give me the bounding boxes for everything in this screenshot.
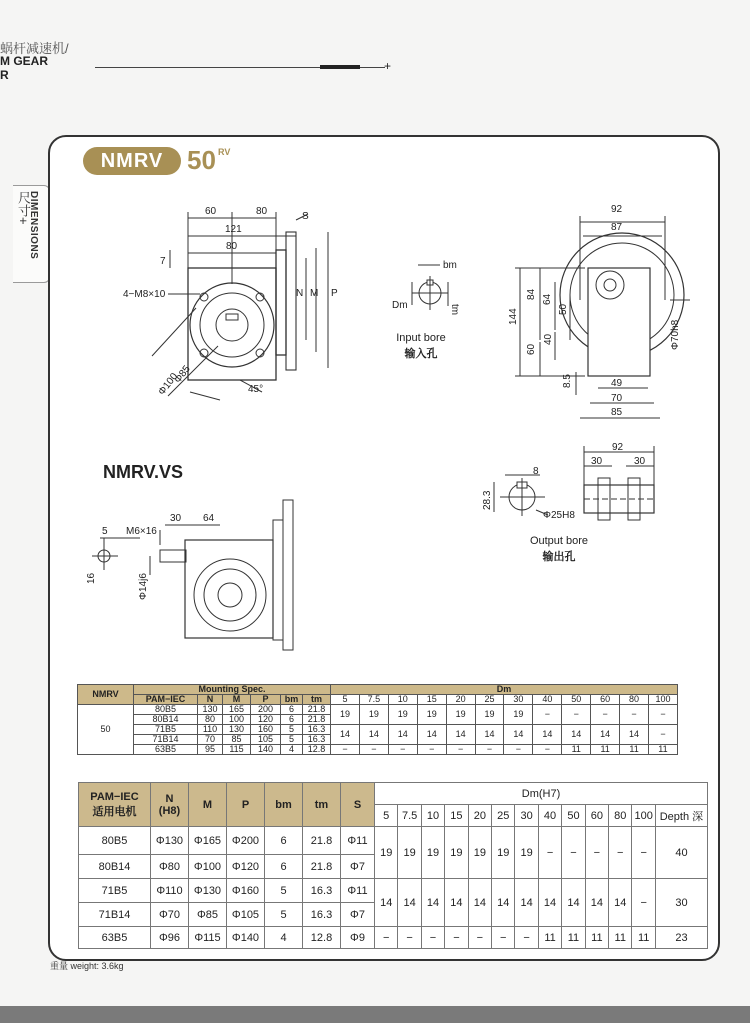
dim-64: 64 [542,293,553,305]
dim-80: 80 [256,206,268,217]
header-chinese-title: 蜗杆减速机/ [0,41,69,56]
table-cell: 14 [562,879,585,927]
table-cell: 160 [251,725,281,735]
table-cell: Φ160 [227,879,265,903]
table-cell: 19 [331,705,360,725]
table-cell: 14 [475,725,504,745]
table-row [79,879,708,903]
dim-50: 50 [558,303,569,315]
dim-tm: tm [449,304,460,316]
t1-header-nmrv: NMRV [78,685,134,705]
vs-dim-m6: M6×16 [126,526,157,537]
table-row [79,827,708,855]
dim-144: 144 [508,308,519,325]
t1-dm-col: 60 [591,695,620,705]
table-cell: − [492,927,515,949]
table-cell: 63B5 [79,927,151,949]
table-cell: 14 [515,879,538,927]
table-cell: 63B5 [134,745,198,755]
table-cell: Φ7 [341,903,375,927]
dim-49: 49 [611,378,623,389]
table-cell: 12.8 [303,745,331,755]
input-bore-caption: Input bore [396,332,446,344]
output-bore-caption-cn: 输出孔 [542,551,576,563]
table-cell: 11 [632,927,655,949]
table-cell: 19 [375,827,398,879]
table-cell: Φ100 [189,855,227,879]
table-cell: 130 [198,705,223,715]
table-cell: − [562,705,591,725]
table-cell: 19 [446,705,475,725]
dim-thread-m8: 4−M8×10 [123,289,166,300]
table-cell: − [649,725,678,745]
out-dim-phi25: Φ25H8 [543,510,575,521]
t1-sub-m: M [223,695,251,705]
table-cell: 16.3 [303,725,331,735]
table-cell: Φ130 [151,827,189,855]
table-cell: 80 [198,715,223,725]
t1-dm-col: 20 [446,695,475,705]
mounting-spec-table [77,684,707,755]
table-cell: 14 [538,879,561,927]
dim-dm: Dm [392,300,408,311]
t2-header-bm: bm [265,783,303,827]
table-cell: 80B14 [134,715,198,725]
dim-45deg: 45° [248,384,264,395]
table-cell: 71B5 [79,879,151,903]
header-plus: + [384,59,392,73]
table-cell: 14 [445,879,468,927]
table-cell: 120 [251,715,281,725]
table-cell: 14 [417,725,446,745]
table-cell: 14 [504,725,533,745]
input-bore-caption-cn: 输入孔 [404,348,438,360]
table-cell: 14 [609,879,632,927]
side-tab-chinese: 尺寸+ [16,191,31,225]
t1-dm-col: 40 [533,695,562,705]
table-cell: 5 [265,903,303,927]
out-dim-28-3: 28.3 [482,490,493,510]
dim-bm: bm [443,260,457,271]
table-cell: − [445,927,468,949]
table-cell: Φ130 [189,879,227,903]
table-cell: 14 [533,725,562,745]
table-cell: − [388,745,417,755]
table-cell: Φ96 [151,927,189,949]
table-cell: − [533,705,562,725]
table-cell: 11 [562,927,585,949]
table-cell: 14 [375,879,398,927]
table-cell: 16.3 [303,903,341,927]
table-cell: − [515,927,538,949]
t2-header-pam [79,783,151,827]
table-cell: − [475,745,504,755]
t2-header-pam-en: PAM−IEC [90,790,139,803]
t2-header-dm: Dm(H7) [375,783,708,805]
dim-85: 85 [611,407,623,418]
table-cell: Φ11 [341,879,375,903]
table1-header-row-2 [78,695,707,705]
dim-phi70h8: Φ70h8 [670,319,681,350]
t2-dm-col: 7.5 [398,805,421,827]
table-cell: − [421,927,444,949]
table-cell: 14 [388,725,417,745]
table-cell: Φ7 [341,855,375,879]
table-cell: 5 [281,725,303,735]
model-size-logo-sub: RV [218,147,231,157]
table-cell: 71B5 [134,725,198,735]
table-cell: 14 [331,725,360,745]
t1-sub-p: P [251,695,281,705]
table-cell: 115 [223,745,251,755]
table-cell: 95 [198,745,223,755]
table-cell: Φ165 [189,827,227,855]
t2-dm-col: 10 [421,805,444,827]
table-cell: 19 [492,827,515,879]
vs-dim-5: 5 [102,526,108,537]
t1-sub-bm: bm [281,695,303,705]
dim-40: 40 [543,333,554,345]
table-cell: 21.8 [303,827,341,855]
dim-60-side: 60 [526,343,537,355]
t2-dm-col: 25 [492,805,515,827]
table-cell: 19 [359,705,388,725]
table-cell: 71B14 [134,735,198,745]
t1-dm-col: 15 [417,695,446,705]
t2-dm-col: 30 [515,805,538,827]
table-cell: 14 [446,725,475,745]
table-cell: 21.8 [303,705,331,715]
table-cell: − [632,827,655,879]
table-cell: 80B14 [79,855,151,879]
table-cell: Φ200 [227,827,265,855]
table-cell: Φ105 [227,903,265,927]
table-cell: 14 [585,879,608,927]
footer-bar [0,1006,750,1023]
t1-sub-pam: PAM−IEC [134,695,198,705]
table-cell: 19 [468,827,491,879]
pam-iec-table [78,782,708,949]
table-cell: − [398,927,421,949]
t2-header-n-tol: (H8) [158,804,181,817]
table-row [78,725,707,735]
out-dim-92: 92 [612,442,624,453]
table-cell: − [331,745,360,755]
table-cell: 100 [223,715,251,725]
t2-header-n [151,783,189,827]
header-english-title: M GEAR [0,54,48,68]
table-cell: 16.3 [303,879,341,903]
table-cell: − [562,827,585,879]
table-cell: 23 [655,927,707,949]
table-cell: Φ115 [189,927,227,949]
table-cell: 11 [585,927,608,949]
table-cell: Φ9 [341,927,375,949]
table-cell: 14 [398,879,421,927]
input-bore-view [412,265,448,310]
out-dim-30-right: 30 [634,456,646,467]
table-cell: − [591,705,620,725]
table1-header-row-1 [78,685,707,695]
table-cell: 11 [591,745,620,755]
table-cell: − [359,745,388,755]
table-cell: Φ85 [189,903,227,927]
dim-84: 84 [526,288,537,300]
table-cell: 200 [251,705,281,715]
table-cell: 19 [515,827,538,879]
table-cell: 6 [265,855,303,879]
table-cell: − [417,745,446,755]
dim-92: 92 [611,204,623,215]
table-cell: Φ80 [151,855,189,879]
table-cell: 40 [655,827,707,879]
vs-dim-phi14: Φ14j6 [138,573,149,600]
vs-dim-16: 16 [86,572,97,584]
table-cell: Φ11 [341,827,375,855]
table-cell: 30 [655,879,707,927]
table-cell: Φ110 [151,879,189,903]
vs-gearbox-view [92,500,293,650]
table-cell: 11 [649,745,678,755]
table-cell: 19 [398,827,421,879]
table-cell: 19 [504,705,533,725]
t1-dm-col: 100 [649,695,678,705]
table-cell: 6 [265,827,303,855]
table-cell: 14 [562,725,591,745]
t2-dm-col: 15 [445,805,468,827]
t1-header-mounting: Mounting Spec. [134,685,331,695]
table-cell: − [632,879,655,927]
table-cell: 21.8 [303,855,341,879]
vs-dim-30: 30 [170,513,182,524]
t1-dm-col: 7.5 [359,695,388,705]
table-cell: 130 [223,725,251,735]
table-cell: 12.8 [303,927,341,949]
dim-80-inner: 80 [226,241,238,252]
t2-dm-col: 50 [562,805,585,827]
table-cell: 80B5 [79,827,151,855]
t2-dm-col: 20 [468,805,491,827]
table-cell: 14 [492,879,515,927]
dim-87: 87 [611,222,623,233]
table-cell: 165 [223,705,251,715]
out-dim-30-left: 30 [591,456,603,467]
table-cell: 14 [591,725,620,745]
t2-header-depth: Depth 深 [655,805,707,827]
t1-dm-col: 80 [620,695,649,705]
dim-phi85: Φ85 [172,363,193,386]
t2-header-tm: tm [303,783,341,827]
vs-model-title: NMRV.VS [103,462,184,482]
table-cell: Φ70 [151,903,189,927]
table-cell: 110 [198,725,223,735]
table-cell: 6 [281,715,303,725]
table-cell: − [609,827,632,879]
dim-60: 60 [205,206,217,217]
table-cell: 85 [223,735,251,745]
t1-header-dm: Dm [331,685,678,695]
table-cell: 19 [445,827,468,879]
table-cell: 21.8 [303,715,331,725]
t2-dm-col: 40 [538,805,561,827]
table-cell: − [649,705,678,725]
table-cell: 14 [421,879,444,927]
t1-dm-col: 5 [331,695,360,705]
dim-n: N [296,288,304,299]
table-cell: − [504,745,533,755]
table-cell: − [533,745,562,755]
model-badge: NMRV [83,147,181,175]
dim-121: 121 [225,224,242,235]
dim-phi100: Φ100 [156,371,181,398]
header-english-title-line2: R [0,68,9,82]
table-row [78,705,707,715]
table-cell: − [620,705,649,725]
table-cell: 11 [609,927,632,949]
table-cell: 19 [475,705,504,725]
t2-header-s: S [341,783,375,827]
table-cell: − [375,927,398,949]
table-cell: 19 [388,705,417,725]
table-cell: 19 [417,705,446,725]
gearbox-side-view [515,216,690,418]
t2-header-p: P [227,783,265,827]
table-cell: 16.3 [303,735,331,745]
t2-dm-col: 60 [585,805,608,827]
out-dim-8: 8 [533,466,539,477]
model-size-logo: 50 [187,145,216,175]
table-cell: 80B5 [134,705,198,715]
t2-dm-col: 80 [609,805,632,827]
dim-p: P [331,288,338,299]
dim-s: S [302,211,309,222]
table-cell: 4 [265,927,303,949]
table-cell: Φ140 [227,927,265,949]
vs-dim-64: 64 [203,513,215,524]
table-cell: − [538,827,561,879]
table-cell: 5 [281,735,303,745]
table-cell: 71B14 [79,903,151,927]
output-bore-view [494,446,654,520]
t1-dm-col: 10 [388,695,417,705]
t1-dm-col: 50 [562,695,591,705]
t2-header-m: M [189,783,227,827]
table-cell: 105 [251,735,281,745]
table-cell: − [446,745,475,755]
table-cell: 19 [421,827,444,879]
t1-dm-col: 30 [504,695,533,705]
t2-header-n-label: N [165,792,174,805]
dim-8-5: 8.5 [562,374,573,388]
table-row [78,745,707,755]
output-bore-caption: Output bore [529,535,589,547]
t1-sub-tm: tm [303,695,331,705]
table2-header-row-1 [79,783,708,805]
table-cell: 4 [281,745,303,755]
table-cell: 11 [562,745,591,755]
table-cell: 14 [468,879,491,927]
t1-sub-n: N [198,695,223,705]
table-cell: 11 [538,927,561,949]
table-cell: Φ120 [227,855,265,879]
table-cell: − [585,827,608,879]
t2-dm-col: 100 [632,805,655,827]
t1-model-cell: 50 [78,705,134,755]
table-cell: 6 [281,705,303,715]
t2-header-pam-cn: 适用电机 [92,805,137,818]
table-cell: 140 [251,745,281,755]
dim-7: 7 [160,256,166,267]
table-cell: 70 [198,735,223,745]
dim-70: 70 [611,393,623,404]
weight-note: 重量 weight: 3.6kg [50,961,124,971]
table-cell: 14 [359,725,388,745]
t1-dm-col: 25 [475,695,504,705]
dim-m: M [310,288,319,299]
table-cell: 14 [620,725,649,745]
table-cell: 5 [265,879,303,903]
table-cell: 11 [620,745,649,755]
t2-dm-col: 5 [375,805,398,827]
table-cell: − [468,927,491,949]
side-tab-english: DIMENSIONS [28,191,39,260]
table-row [79,927,708,949]
